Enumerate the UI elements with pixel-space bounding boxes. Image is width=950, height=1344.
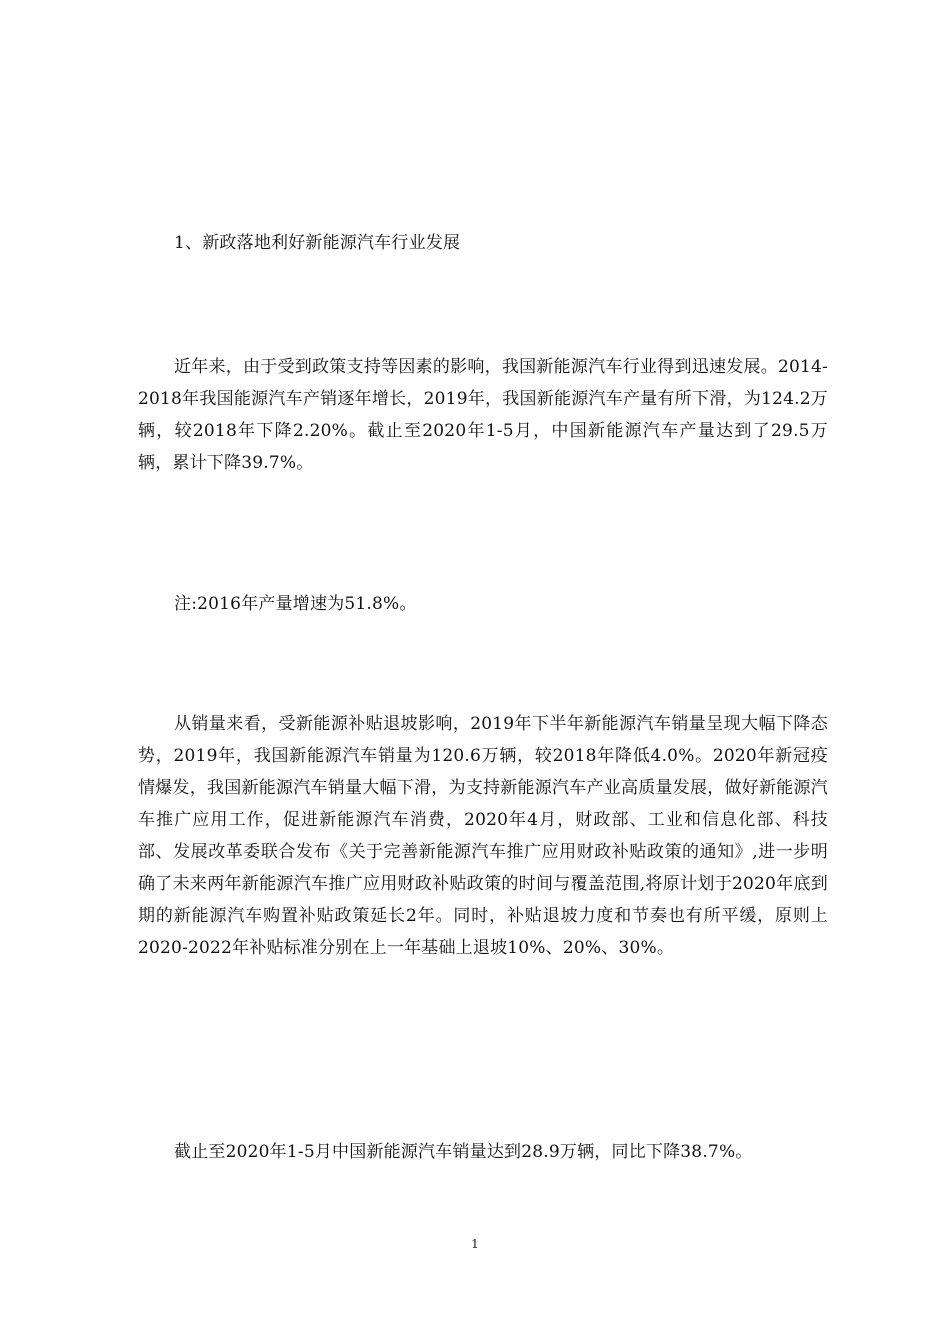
page-number: 1 xyxy=(471,1237,479,1251)
paragraph-note: 注:2016年产量增速为51.8%。 xyxy=(174,594,417,614)
section-heading: 1、新政落地利好新能源汽车行业发展 xyxy=(174,233,461,253)
paragraph-sales-summary: 截止至2020年1-5月中国新能源汽车销量达到28.9万辆，同比下降38.7%。 xyxy=(174,1142,753,1162)
paragraph-production: 近年来，由于受到政策支持等因素的影响，我国新能源汽车行业得到迅速发展。2014-2018年我国能源汽车产销逐年增长，2019年，我国新能源汽车产量有所下滑，为124.2万辆，较2018年下降2.20%。截止至2020年1-5月，中国新能源汽车产量达到了29.5万辆，累计下降39.7%。 xyxy=(138,357,828,473)
paragraph-sales: 从销量来看，受新能源补贴退坡影响，2019年下半年新能源汽车销量呈现大幅下降态势，2019年，我国新能源汽车销量为120.6万辆，较2018年降低4.0%。2020年新冠疫情爆发，我国新能源汽车销量大幅下滑，为支持新能源汽车产业高质量发展，做好新能源汽车推广应用工作，促进新能源汽车消费，2020年4月，财政部、工业和信息化部、科技部、发展改革委联合发布《关于完善新能源汽车推广应用财政补贴政策的通知》,进一步明确了未来两年新能源汽车推广应用财政补贴政策的时间与覆盖范围,将原计划于2020年底到期的新能源汽车购置补贴政策延长2年。同时，补贴退坡力度和节奏也有所平缓，原则上2020-2022年补贴标准分别在上一年基础上退坡10%、20%、30%。 xyxy=(138,714,828,958)
